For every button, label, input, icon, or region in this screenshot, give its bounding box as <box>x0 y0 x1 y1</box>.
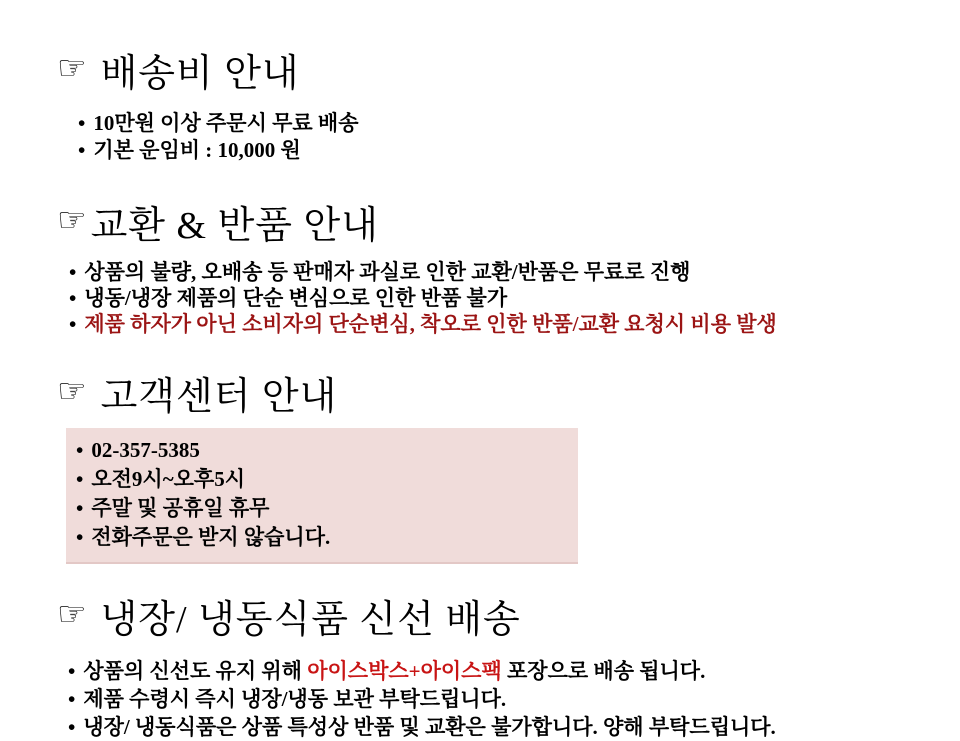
list-item-text: 전화주문은 받지 않습니다. <box>91 525 331 549</box>
pointing-hand-icon: ☞ <box>57 50 88 87</box>
section-title-text: 냉장/ 냉동식품 신선 배송 <box>100 599 521 641</box>
list-item-text: 냉동/냉장 제품의 단순 변심으로 인한 반품 불가 <box>84 286 508 310</box>
section-customer-center <box>57 365 960 564</box>
bullet-icon: • <box>68 687 76 711</box>
list-item <box>68 713 960 741</box>
exchange-bullet-list <box>69 259 960 337</box>
phone-order-notice <box>76 523 578 552</box>
list-item-text: 기본 운임비 : 10,000 원 <box>93 138 301 162</box>
bullet-icon: • <box>69 312 77 336</box>
list-item-text: 10만원 이상 주문시 무료 배송 <box>93 111 359 135</box>
list-item <box>68 685 960 713</box>
bullet-icon: • <box>69 286 77 310</box>
section-exchange-return <box>57 194 960 337</box>
highlighted-text: 아이스박스+아이스팩 <box>307 659 502 683</box>
fresh-delivery-bullet-list <box>68 657 960 741</box>
bullet-icon: • <box>68 659 76 683</box>
bullet-icon: • <box>78 138 86 162</box>
bullet-icon: • <box>76 438 84 462</box>
list-item <box>69 285 960 311</box>
list-item-text: 02-357-5385 <box>91 438 200 462</box>
list-item-warning <box>69 311 960 337</box>
section-title-text: 교환 & 반품 안내 <box>90 205 379 247</box>
section-title-shipping-fee <box>57 42 960 97</box>
section-title-text: 배송비 안내 <box>100 53 300 95</box>
bullet-icon: • <box>76 525 84 549</box>
section-title-exchange-return <box>57 194 960 249</box>
list-item-text: 오전9시~오후5시 <box>91 467 245 491</box>
section-title-text: 고객센터 안내 <box>100 376 338 418</box>
bullet-icon: • <box>76 496 84 520</box>
bullet-icon: • <box>69 260 77 284</box>
list-item-text: 제품 수령시 즉시 냉장/냉동 보관 부탁드립니다. <box>83 687 507 711</box>
bullet-icon: • <box>76 467 84 491</box>
list-item-text: 상품의 불량, 오배송 등 판매자 과실로 인한 교환/반품은 무료로 진행 <box>84 260 691 284</box>
warning-text: 제품 하자가 아닌 소비자의 단순변심, 착오로 인한 반품/교환 요청시 비용 발생 <box>84 312 777 336</box>
customer-center-infobox <box>66 428 578 564</box>
list-item <box>78 110 960 137</box>
list-item-text: 냉장/ 냉동식품은 상품 특성상 반품 및 교환은 불가합니다. 양해 부탁드립니다. <box>83 715 776 739</box>
list-item-text: 주말 및 공휴일 휴무 <box>91 496 270 520</box>
list-item <box>68 657 960 685</box>
shipping-bullet-list <box>78 110 960 164</box>
text-segment: 상품의 신선도 유지 위해 <box>83 659 308 683</box>
list-item-text <box>83 657 705 685</box>
business-hours <box>76 465 578 494</box>
section-title-fresh-delivery <box>57 588 960 643</box>
list-item <box>78 137 960 164</box>
pointing-hand-icon: ☞ <box>57 373 88 410</box>
pointing-hand-icon: ☞ <box>57 596 88 633</box>
pointing-hand-icon: ☞ <box>57 202 88 239</box>
bullet-icon: • <box>68 715 76 739</box>
text-segment: 포장으로 배송 됩니다. <box>501 659 706 683</box>
list-item <box>69 259 960 285</box>
holiday-notice <box>76 494 578 523</box>
section-title-customer-center <box>57 365 960 420</box>
phone-number <box>76 436 578 465</box>
section-fresh-delivery <box>57 588 960 741</box>
section-shipping-fee <box>57 42 960 164</box>
bullet-icon: • <box>78 111 86 135</box>
